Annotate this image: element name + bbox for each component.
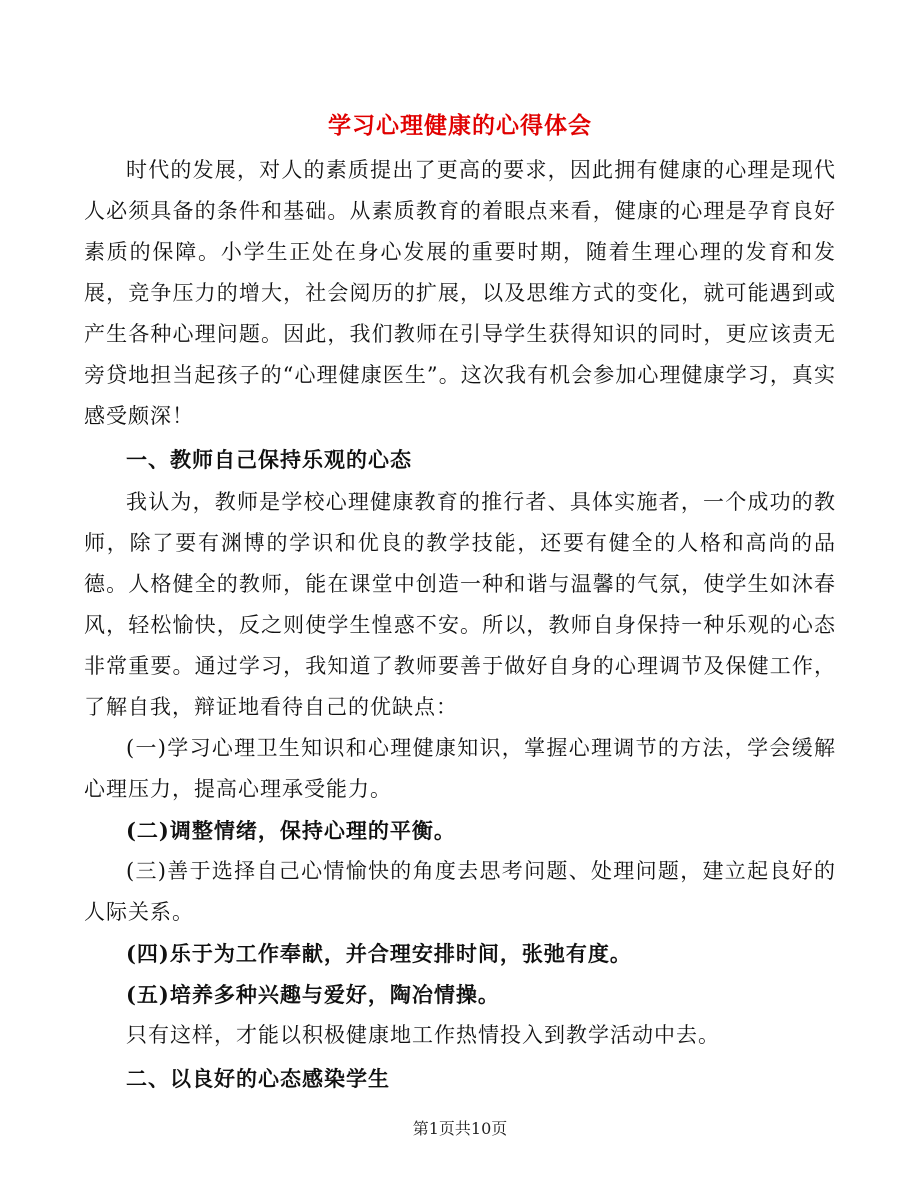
conclusion-paragraph: 只有这样，才能以积极健康地工作热情投入到教学活动中去。	[126, 1023, 720, 1047]
section-heading-2: 二、以良好的心态感染学生	[126, 1066, 390, 1091]
section-1-paragraph: 我认为，教师是学校心理健康教育的推行者、具体实施者，一个成功的教师，除了要有渊博的学识和优良的教学技能，还要有健全的人格和高尚的品德。人格健全的教师，能在课堂中创造一种和谐与温馨的气氛，使学生如沐春风，轻松愉快，反之则使学生惶惑不安。所以，教师自身保持一种乐观的心态非常重要。通过学习，我知道了教师要善于做好自身的心理调节及保健工作，了解自我，辩证地看待自己的优缺点：	[84, 490, 836, 719]
page-number-footer: 第1页共10页	[412, 1119, 508, 1138]
list-item-2: (二)调整情绪，保持心理的平衡。	[126, 818, 456, 843]
document-title: 学习心理健康的心得体会	[328, 112, 592, 139]
list-item-4: (四)乐于为工作奉献，并合理安排时间，张弛有度。	[126, 941, 632, 966]
section-heading-1: 一、教师自己保持乐观的心态	[126, 447, 412, 472]
list-item-5: (五)培养多种兴趣与爱好，陶冶情操。	[126, 982, 500, 1007]
list-item-1: (一)学习心理卫生知识和心理健康知识，掌握心理调节的方法，学会缓解心理压力，提高心理承受能力。	[84, 736, 836, 801]
document-body	[84, 150, 836, 1101]
list-item-3: (三)善于选择自己心情愉快的角度去思考问题、处理问题，建立起良好的人际关系。	[84, 859, 836, 924]
intro-paragraph: 时代的发展，对人的素质提出了更高的要求，因此拥有健康的心理是现代人必须具备的条件和基础。从素质教育的着眼点来看，健康的心理是孕育良好素质的保障。小学生正处在身心发展的重要时期，随着生理心理的发育和发展，竞争压力的增大，社会阅历的扩展，以及思维方式的变化，就可能遇到或产生各种心理问题。因此，我们教师在引导学生获得知识的同时，更应该责无旁贷地担当起孩子的“心理健康医生”。这次我有机会参加心理健康学习，真实感受颇深！	[84, 158, 836, 428]
